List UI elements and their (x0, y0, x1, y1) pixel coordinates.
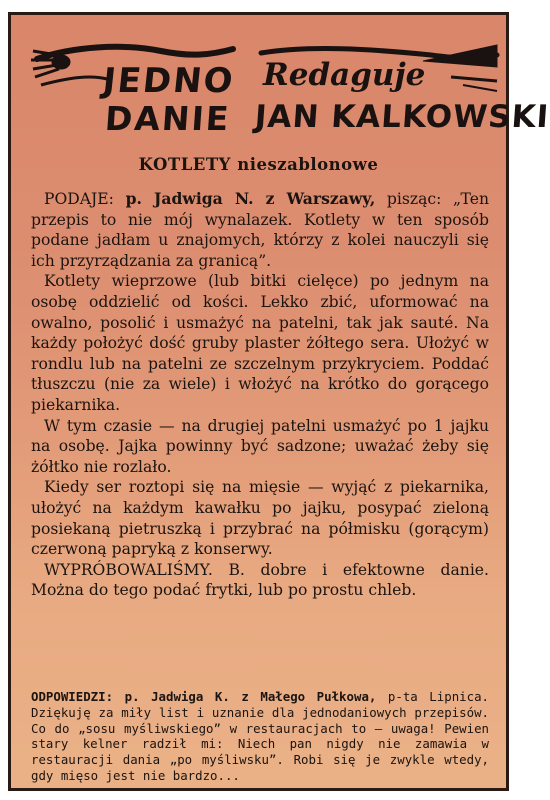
header-line-2: DANIE (103, 99, 232, 138)
title-sub: nieszablonowe (237, 155, 379, 174)
p1-label: PODAJE: (44, 190, 114, 208)
paragraph-4: Kiedy ser roztopi się na mięsie — wyjąć z piekarnika, ułożyć na każdym kawałku po jajku, posypać zieloną posiekaną pietruszką i przybrać na półmisku (gorącym) czerwoną papryką z konserwy. (31, 478, 489, 559)
paragraph-5: WYPRÓBOWALIŚMY. B. dobre i efektowne danie. Można do tego podać frytki, lub po prostu chleb. (31, 560, 489, 600)
paragraph-1 (31, 189, 489, 271)
paragraph-2: Kotlety wieprzowe (lub bitki cielęce) po jednym na osobę oddzielić od kości. Lekko zbić, uformować na owalno, posolić i usmażyć na patelni, tak jak sauté. Na każdy położyć dość gruby plaster żółtego sera. Ułożyć w rondlu lub na patelni ze szczelnym przykryciem. Poddać tłuszczu (nie za wiele) i włożyć na krótko do gorącego piekarnika. (31, 272, 489, 414)
p1-author: p. Jadwiga N. z Warszawy, (125, 189, 376, 208)
article-title (11, 155, 506, 174)
answers-section (31, 689, 489, 784)
article-body (31, 189, 489, 601)
answers-addressee: p. Jadwiga K. z Małego Pułkowa, (124, 689, 377, 704)
p1-text: pisząc: „Ten przepis to nie mój wynalazek. Kotlety w ten sposób podane jadłam u znajomych, którzy z kolei nauczyli się ich przyrządzania za granicą”. (31, 190, 489, 270)
title-main: KOTLETY (138, 155, 231, 174)
newspaper-clipping (8, 12, 550, 791)
answers-text: p-ta Lipnica. Dziękuję za miły list i uznanie dla jednodaniowych przepisów. Co do „sosu myśliwskiego” w restauracjach to — uwaga! Pewien stary kelner radził mi: Niech pan nigdy nie zamawia w restauracji dania „po myśliwsku”. Robi się je zwykle wtedy, gdy mięso jest nie bardzo... (31, 689, 489, 783)
editor-label: Redaguje (263, 57, 426, 93)
editor-name: JAN KALKOWSKI (253, 99, 550, 135)
header-line-1: JEDNO (100, 61, 237, 101)
answers-label: ODPOWIEDZI: (31, 689, 114, 704)
paragraph-3: W tym czasie — na drugiej patelni usmażyć po 1 jajku na osobę. Jajka powinny być sadzone; uważać żeby się żółtko nie rozlało. (31, 416, 489, 476)
column-header (11, 15, 550, 138)
